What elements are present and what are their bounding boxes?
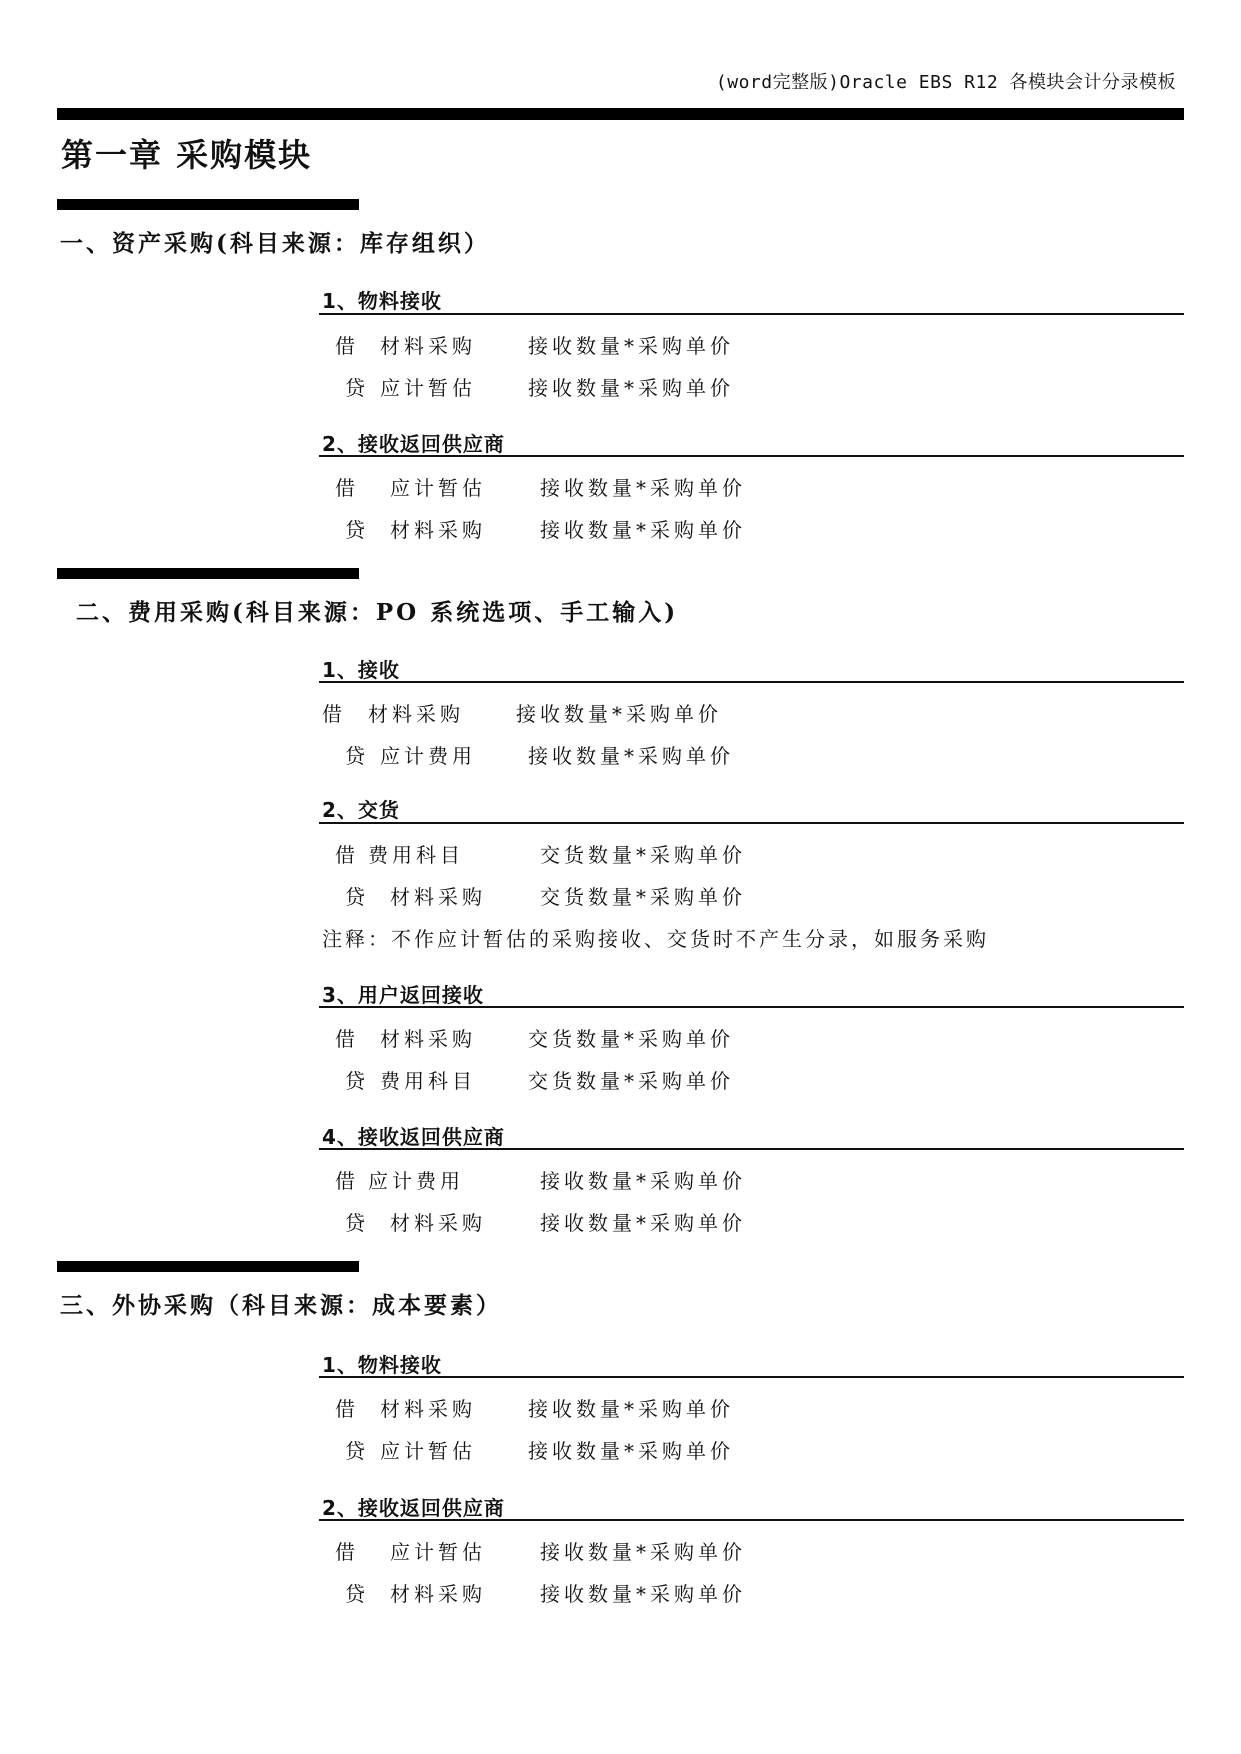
section-bar: [57, 568, 359, 579]
subsection-title: 2、接收返回供应商: [322, 1496, 505, 1520]
account-name: 材料采购: [390, 1582, 486, 1606]
debit-label: 借: [335, 1027, 359, 1051]
amount-formula: 接收数量*采购单价: [528, 744, 734, 768]
amount-formula: 接收数量*采购单价: [540, 1582, 746, 1606]
subsection-title: 4、接收返回供应商: [322, 1125, 505, 1149]
amount-formula: 交货数量*采购单价: [528, 1027, 734, 1051]
account-name: 应计暂估: [380, 376, 476, 400]
subsection-rule: [319, 455, 1184, 457]
account-name: 应计费用: [368, 1169, 464, 1193]
debit-label: 借: [335, 1169, 359, 1193]
amount-formula: 接收数量*采购单价: [528, 1397, 734, 1421]
subsection-title: 1、接收: [322, 658, 400, 682]
subsection-rule: [319, 1006, 1184, 1008]
section-title: 二、费用采购(科目来源：PO 系统选项、手工输入): [76, 599, 679, 626]
account-name: 费用科目: [368, 843, 464, 867]
credit-label: 贷: [345, 518, 369, 542]
credit-label: 贷: [345, 885, 369, 909]
amount-formula: 交货数量*采购单价: [528, 1069, 734, 1093]
credit-label: 贷: [345, 1439, 369, 1463]
subsection-rule: [319, 1148, 1184, 1150]
account-name: 材料采购: [380, 334, 476, 358]
credit-label: 贷: [345, 1211, 369, 1235]
account-name: 应计暂估: [390, 1540, 486, 1564]
debit-label: 借: [322, 702, 346, 726]
subsection-title: 2、交货: [322, 798, 400, 822]
subsection-title: 1、物料接收: [322, 289, 442, 313]
subsection-title: 2、接收返回供应商: [322, 432, 505, 456]
section-bar: [57, 199, 359, 210]
note-text: 注释：不作应计暂估的采购接收、交货时不产生分录，如服务采购: [322, 927, 989, 951]
amount-formula: 接收数量*采购单价: [528, 334, 734, 358]
account-name: 应计暂估: [380, 1439, 476, 1463]
subsection-rule: [319, 1519, 1184, 1521]
amount-formula: 接收数量*采购单价: [540, 518, 746, 542]
amount-formula: 接收数量*采购单价: [540, 476, 746, 500]
debit-label: 借: [335, 476, 359, 500]
credit-label: 贷: [345, 744, 369, 768]
credit-label: 贷: [345, 1582, 369, 1606]
account-name: 材料采购: [368, 702, 464, 726]
account-name: 应计暂估: [390, 476, 486, 500]
section-title: 一、资产采购(科目来源：库存组织）: [60, 230, 490, 257]
account-name: 材料采购: [390, 1211, 486, 1235]
section-bar: [57, 1261, 359, 1272]
debit-label: 借: [335, 1540, 359, 1564]
amount-formula: 接收数量*采购单价: [540, 1540, 746, 1564]
amount-formula: 交货数量*采购单价: [540, 885, 746, 909]
account-name: 材料采购: [390, 885, 486, 909]
amount-formula: 接收数量*采购单价: [540, 1211, 746, 1235]
amount-formula: 交货数量*采购单价: [540, 843, 746, 867]
account-name: 费用科目: [380, 1069, 476, 1093]
debit-label: 借: [335, 334, 359, 358]
section-title: 三、外协采购（科目来源：成本要素）: [60, 1292, 502, 1319]
chapter-title: 第一章 采购模块: [61, 136, 313, 174]
subsection-rule: [319, 822, 1184, 824]
account-name: 材料采购: [380, 1027, 476, 1051]
subsection-rule: [319, 681, 1184, 683]
debit-label: 借: [335, 843, 359, 867]
subsection-title: 3、用户返回接收: [322, 983, 484, 1007]
amount-formula: 接收数量*采购单价: [540, 1169, 746, 1193]
amount-formula: 接收数量*采购单价: [528, 376, 734, 400]
subsection-title: 1、物料接收: [322, 1353, 442, 1377]
credit-label: 贷: [345, 376, 369, 400]
credit-label: 贷: [345, 1069, 369, 1093]
debit-label: 借: [335, 1397, 359, 1421]
document-header: (word完整版)Oracle EBS R12 各模块会计分录模板: [715, 72, 1176, 93]
amount-formula: 接收数量*采购单价: [528, 1439, 734, 1463]
header-rule: [57, 108, 1184, 120]
subsection-rule: [319, 313, 1184, 315]
subsection-rule: [319, 1376, 1184, 1378]
account-name: 材料采购: [380, 1397, 476, 1421]
account-name: 应计费用: [380, 744, 476, 768]
account-name: 材料采购: [390, 518, 486, 542]
amount-formula: 接收数量*采购单价: [516, 702, 722, 726]
